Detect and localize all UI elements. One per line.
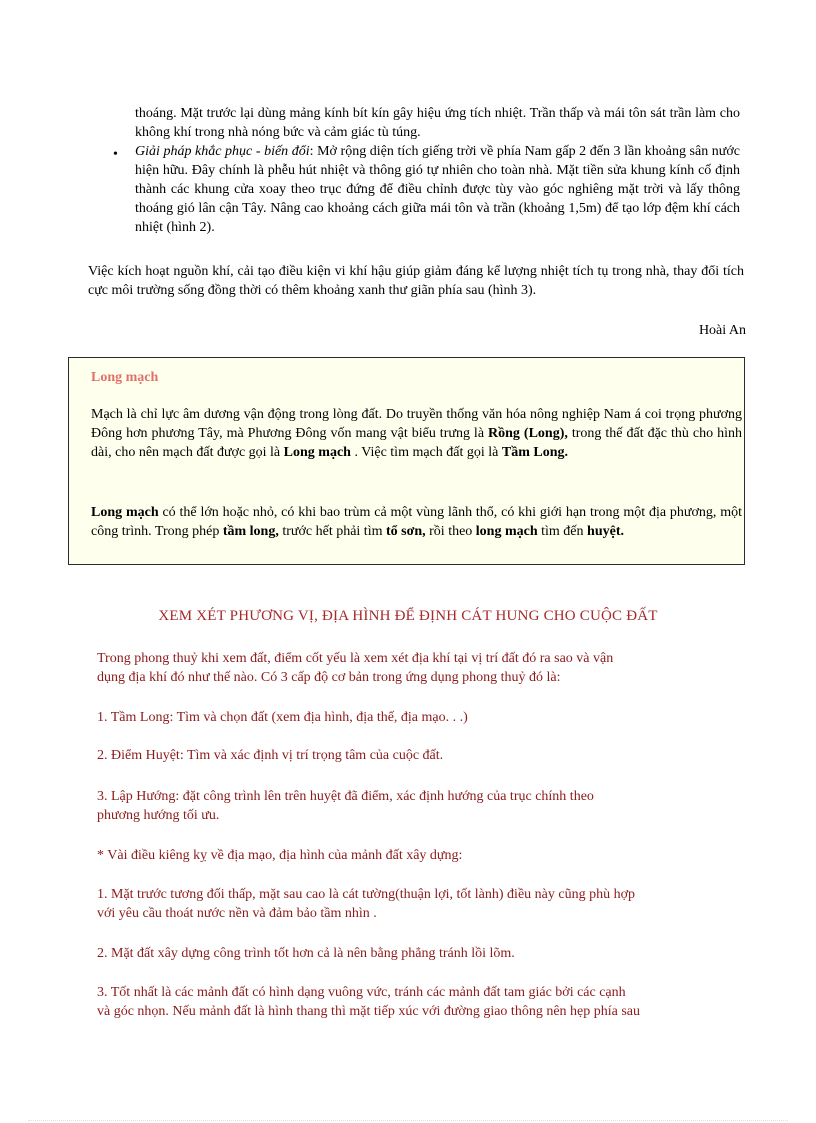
level-3-line-1: 3. Lập Hướng: đặt công trình lên trên huyệt đã điểm, xác định hướng của trục chính theo (97, 789, 594, 804)
long-mach-callout (68, 357, 745, 565)
taboo-heading: * Vài điều kiêng kỵ về địa mạo, địa hình của mảnh đất xây dựng: (97, 848, 463, 863)
page-bottom-divider (28, 1120, 788, 1121)
callout-title: Long mạch (91, 370, 159, 385)
bullet-dot-icon: • (113, 147, 118, 162)
taboo-3-line-2: và góc nhọn. Nếu mảnh đất là hình thang thì mặt tiếp xúc với đường giao thông nên hẹp phía sau (97, 1004, 641, 1019)
level-1: 1. Tầm Long: Tìm và chọn đất (xem địa hình, địa thế, địa mạo. . .) (97, 710, 468, 725)
level-3-line-2: phương hướng tối ưu. (97, 808, 220, 823)
bullet-continuation-text: thoáng. Mặt trước lại dùng mảng kính bít kín gây hiệu ứng tích nhiệt. Trần thấp và mái tôn sát trần làm cho không khí trong nhà nóng bức và cảm giác tù túng. (135, 106, 740, 140)
callout-paragraph-1: Mạch là chỉ lực âm dương vận động trong lòng đất. Do truyền thống văn hóa nông nghiệp Nam á coi trọng phương Đông hơn phương Tây, mà Phương Đông vốn mang vật biểu trưng là Rồng (Long), trong thế đất đặc thù cho hình dài, cho nên mạch đất được gọi là Long mạch . Việc tìm mạch đất gọi là Tầm Long. (91, 407, 742, 460)
bullet-text: : Mở rộng diện tích giếng trời về phía Nam gấp 2 đến 3 lần khoảng sân nước hiện hữu. Đây chính là phễu hút nhiệt và thông gió tự nhiên cho toàn nhà. Mặt tiền sửa khung kính cố định thành các khung cửa xoay theo trục đứng để điều chỉnh được tùy vào góc nghiêng mặt trời và lấy thông thoáng gió lân cận Tây. Nâng cao khoảng cách giữa mái tôn và trần (khoảng 1,5m) để tạo lớp đệm khí cách nhiệt (hình 2). (135, 144, 741, 235)
callout-paragraph-2: Long mạch có thể lớn hoặc nhỏ, có khi bao trùm cả một vùng lãnh thổ, có khi giới hạn trong một địa phương, một công trình. Trong phép tầm long, trước hết phải tìm tổ sơn, rồi theo long mạch tìm đến huyệt. (91, 505, 742, 539)
section-heading: XEM XÉT PHƯƠNG VỊ, ĐỊA HÌNH ĐỂ ĐỊNH CÁT HUNG CHO CUỘC ĐẤT (158, 608, 658, 624)
taboo-1-line-2: với yêu cầu thoát nước nền và đảm bảo tầm nhìn . (97, 906, 377, 921)
taboo-2: 2. Mặt đất xây dựng công trình tốt hơn cả là nên bằng phẳng tránh lồi lõm. (97, 946, 515, 961)
section-intro-line-2: dụng địa khí đó như thế nào. Có 3 cấp độ cơ bản trong ứng dụng phong thuỷ đó là: (97, 670, 561, 685)
taboo-1-line-1: 1. Mặt trước tương đối thấp, mặt sau cao là cát tường(thuận lợi, tốt lành) điều này cũng phù hợp (97, 887, 635, 902)
author-signature: Hoài An (698, 323, 746, 338)
bullet-item-solution (135, 142, 740, 237)
summary-paragraph: Việc kích hoạt nguồn khí, cải tạo điều kiện vi khí hậu giúp giảm đáng kể lượng nhiệt tích tụ trong nhà, thay đổi tích cực môi trường sống đồng thời có thêm khoảng xanh thư giãn phía sau (hình 3). (88, 264, 744, 298)
section-intro-line-1: Trong phong thuỷ khi xem đất, điểm cốt yếu là xem xét địa khí tại vị trí đất đó ra sao và vận (97, 651, 614, 666)
level-2: 2. Điểm Huyệt: Tìm và xác định vị trí trọng tâm của cuộc đất. (97, 748, 444, 763)
bullet-label: Giải pháp khắc phục - biến đổi (135, 144, 310, 159)
taboo-3-line-1: 3. Tốt nhất là các mảnh đất có hình dạng vuông vức, tránh các mảnh đất tam giác bởi các cạnh (97, 985, 626, 1000)
